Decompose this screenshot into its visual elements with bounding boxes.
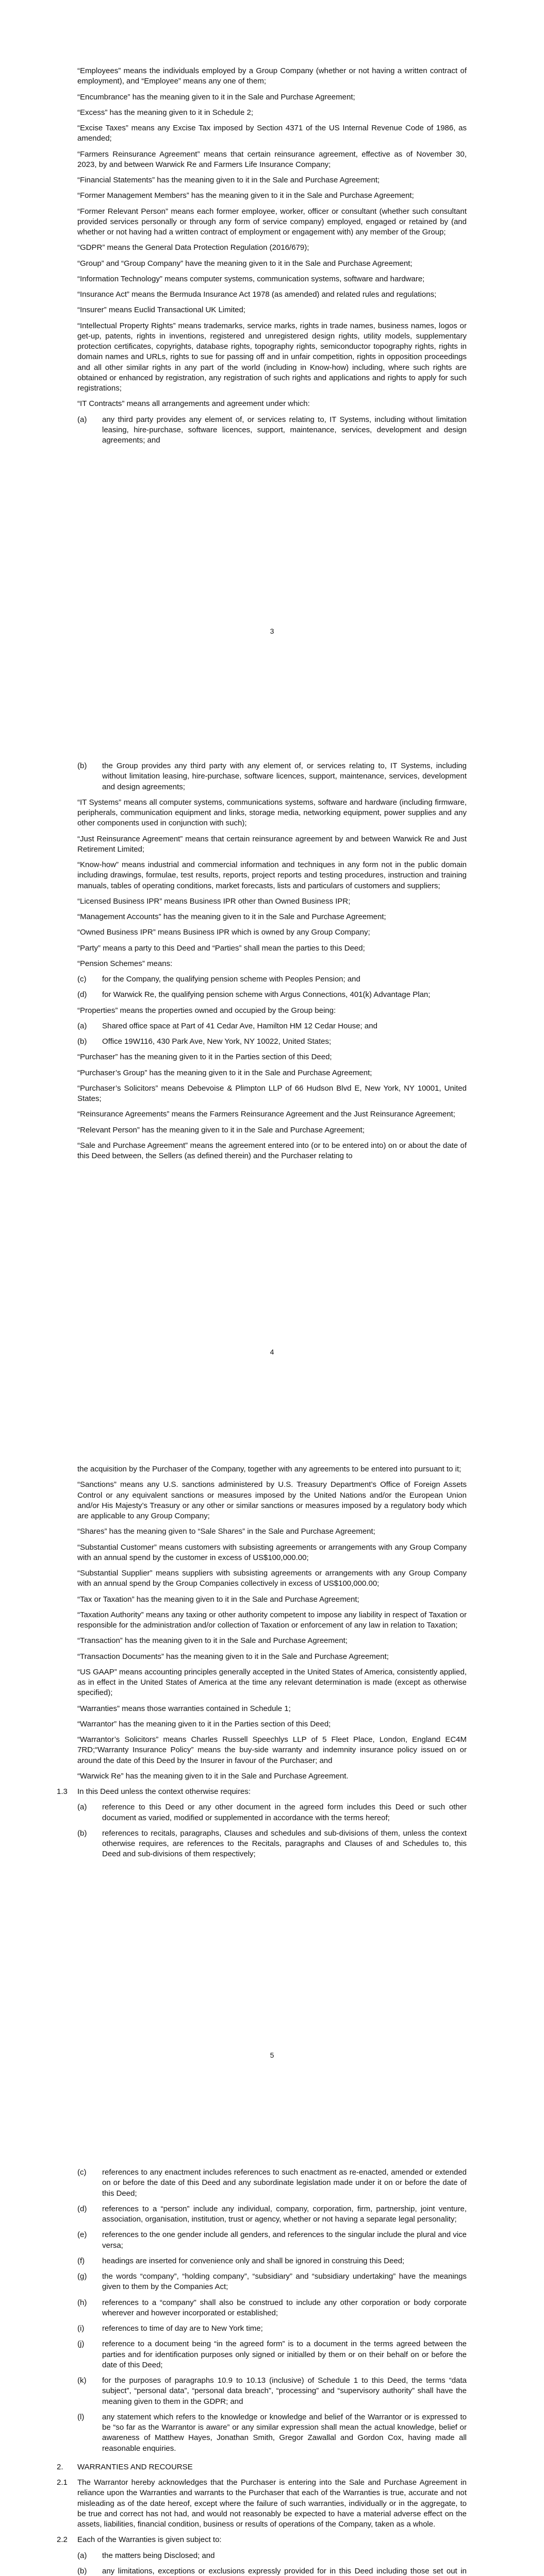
list-item-text: reference to a document being “in the agreed form” is to a document in the terms agreed between the parties and for identification purposes only signed or initialled by them or on their behalf on or before the date of this Deed; bbox=[102, 2340, 467, 2369]
section-title: WARRANTIES AND RECOURSE bbox=[77, 2462, 193, 2471]
list-item bbox=[77, 1021, 467, 1031]
list-item-text: any limitations, exceptions or exclusions expressly provided for in this Deed including those set out in bbox=[102, 2566, 467, 2575]
list-item-text: references to recitals, paragraphs, Clauses and schedules and sub-divisions of them, unless the context otherwise requires, are references to the Recitals, paragraphs and Clauses of and Schedules to, this Deed and sub-divisions of them respectively; bbox=[102, 1828, 467, 1859]
definition-properties: “Properties” means the properties owned and occupied by the Group being: bbox=[77, 1006, 336, 1015]
definition-former-relevant-person: “Former Relevant Person” means each former employee, worker, officer or consultant (whether such consultant provided services personally or through any form of service company) employed, engaged or retained by (and whether or not having had a written contract of employment or engagement with) any member of the Group; bbox=[77, 207, 467, 236]
list-item-text: for Warwick Re, the qualifying pension scheme with Argus Connections, 401(k) Advantage Plan; bbox=[102, 990, 431, 999]
definition-it-contracts: “IT Contracts” means all arrangements and agreement under which: bbox=[77, 399, 310, 409]
list-item bbox=[77, 2204, 467, 2225]
definition-farmers-reinsurance: “Farmers Reinsurance Agreement” means that certain reinsurance agreement, effective as of November 30, 2023, by and between Warwick Re and Farmers Life Insurance Company; bbox=[77, 149, 467, 169]
definition-continuation: the acquisition by the Purchaser of the Company, together with any agreements to be entered into pursuant to it; bbox=[77, 1465, 461, 1473]
definition-encumbrance: “Encumbrance” has the meaning given to it in the Sale and Purchase Agreement; bbox=[77, 92, 355, 101]
list-item bbox=[77, 761, 467, 792]
document-page-3 bbox=[0, 0, 544, 703]
page-number: 5 bbox=[270, 2051, 274, 2060]
definition-warwick-re: “Warwick Re” has the meaning given to it in the Sale and Purchase Agreement. bbox=[77, 1771, 349, 1781]
list-item-label: (b) bbox=[77, 2566, 87, 2575]
definition-substantial-supplier: “Substantial Supplier” means suppliers with subsisting agreements or arrangements with any Group Company with an annual spend by the Group Companies collectively in excess of US$100,000.00; bbox=[77, 1569, 467, 1588]
list-item-label: (b) bbox=[77, 1828, 87, 1838]
list-item-label: (a) bbox=[77, 2551, 87, 2560]
definition-shares: “Shares” has the meaning given to “Sale Shares” in the Sale and Purchase Agreement; bbox=[77, 1527, 375, 1536]
definition-group: “Group” and “Group Company” have the meaning given to it in the Sale and Purchase Agreement; bbox=[77, 259, 413, 268]
definition-excess: “Excess” has the meaning given to it in Schedule 2; bbox=[77, 108, 254, 117]
list-item bbox=[77, 2298, 467, 2319]
clause-2-1 bbox=[57, 2478, 467, 2530]
definition-purchasers-solicitors: “Purchaser’s Solicitors” means Debevoise & Plimpton LLP of 66 Hudson Blvd E, New York, NY 10001, United States; bbox=[77, 1083, 467, 1103]
list-item-text: headings are inserted for convenience only and shall be ignored in construing this Deed; bbox=[102, 2256, 405, 2265]
list-item-label: (g) bbox=[77, 2272, 87, 2281]
list-item-text: reference to this Deed or any other document in the agreed form includes this Deed or such other document as varied, modified or supplemented in accordance with the terms hereof; bbox=[102, 1803, 467, 1822]
list-item-label: (c) bbox=[77, 975, 87, 984]
list-item-label: (b) bbox=[77, 761, 87, 770]
section-heading-warranties bbox=[57, 2462, 467, 2472]
list-item bbox=[77, 2376, 467, 2407]
definition-management-accounts: “Management Accounts” has the meaning given to it in the Sale and Purchase Agreement; bbox=[77, 912, 386, 921]
clause-text: Each of the Warranties is given subject to: bbox=[77, 2535, 222, 2545]
definition-us-gaap: “US GAAP” means accounting principles generally accepted in the United States of America, consistently applied, as in effect in the United States of America at the time any relevant determination is made (except as otherwise specified); bbox=[77, 1667, 467, 1698]
definition-substantial-customer: “Substantial Customer” means customers with subsisting agreements or arrangements with any Group Company with an annual spend by the customer in excess of US$100,000.00; bbox=[77, 1543, 467, 1562]
definition-former-management: “Former Management Members” has the meaning given to it in the Sale and Purchase Agreement; bbox=[77, 191, 414, 200]
definition-information-technology: “Information Technology” means computer systems, communication systems, software and hardware; bbox=[77, 274, 425, 283]
definition-gdpr: “GDPR” means the General Data Protection Regulation (2016/679); bbox=[77, 243, 309, 252]
list-item bbox=[77, 2339, 467, 2370]
definition-warranties: “Warranties” means those warranties contained in Schedule 1; bbox=[77, 1704, 291, 1713]
list-item bbox=[77, 2256, 467, 2266]
definition-financial-statements: “Financial Statements” has the meaning given to it in the Sale and Purchase Agreement; bbox=[77, 176, 380, 184]
page-number: 4 bbox=[270, 1348, 274, 1357]
definition-ip-rights: “Intellectual Property Rights” means trademarks, service marks, rights in trade names, business names, logos or get-up, patents, rights in inventions, registered and unregistered design rights, utility models, supplementary protection certificates, copyrights, database rights, topography rights, semiconductor topography rights, rights in domain names and URLs, rights to sue for passing off and in unfair competition, rights in opposition proceedings and all other similar rights in any part of the world (including in Know-how) including, where such rights are obtained or enhanced by registration, any registration of such rights and applications and rights to apply for such registrations; bbox=[77, 321, 467, 393]
list-item bbox=[77, 2230, 467, 2251]
page-number: 3 bbox=[270, 627, 274, 636]
list-item bbox=[77, 1802, 467, 1823]
list-item-label: (d) bbox=[77, 2204, 87, 2213]
section-number: 2. bbox=[57, 2462, 63, 2471]
definition-party: “Party” means a party to this Deed and “Parties” shall mean the parties to this Deed; bbox=[77, 943, 365, 953]
definition-taxation-authority: “Taxation Authority” means any taxing or other authority competent to impose any liability in respect of Taxation or responsible for the administration and/or collection of Taxation or enforcement of any law in relation to Taxation; bbox=[77, 1610, 467, 1630]
list-item-text: references to a “person” include any individual, company, corporation, firm, partnership, joint venture, association, organisation, institution, trust or agency, whether or not having a separate legal personality; bbox=[102, 2204, 467, 2224]
clause-number: 2.1 bbox=[57, 2478, 68, 2487]
definition-transaction: “Transaction” has the meaning given to it in the Sale and Purchase Agreement; bbox=[77, 1636, 348, 1646]
list-item-label: (h) bbox=[77, 2298, 87, 2307]
list-item-label: (a) bbox=[77, 415, 87, 424]
list-item bbox=[77, 2551, 467, 2561]
definition-transaction-documents: “Transaction Documents” has the meaning given to it in the Sale and Purchase Agreement; bbox=[77, 1652, 389, 1661]
list-item bbox=[77, 415, 467, 446]
list-item-text: for the purposes of paragraphs 10.9 to 10.13 (inclusive) of Schedule 1 to this Deed, the terms “data subject”, “personal data”, “personal data breach”, “processing” and “supervisory authority” shall have the meaning given to them in the GDPR; and bbox=[102, 2376, 467, 2406]
list-item-text: for the Company, the qualifying pension scheme with Peoples Pension; and bbox=[102, 975, 360, 984]
list-item-label: (b) bbox=[77, 1037, 87, 1046]
definition-just-reinsurance: “Just Reinsurance Agreement” means that certain reinsurance agreement by and between Warwick Re and Just Retirement Limited; bbox=[77, 834, 467, 854]
definition-employees: “Employees” means the individuals employed by a Group Company (whether or not having a written contract of employment), and “Employee” means any one of them; bbox=[77, 66, 467, 86]
list-item bbox=[77, 2167, 467, 2199]
definition-insurer: “Insurer” means Euclid Transactional UK Limited; bbox=[77, 306, 245, 315]
list-item-text: references to the one gender include all genders, and references to the singular include the plural and vice versa; bbox=[102, 2230, 467, 2250]
list-item-label: (a) bbox=[77, 1021, 87, 1030]
list-item-text: references to time of day are to New York time; bbox=[102, 2324, 263, 2333]
list-item-label: (i) bbox=[77, 2324, 85, 2333]
definition-sale-purchase-agreement: “Sale and Purchase Agreement” means the agreement entered into (or to be entered into) on or about the date of this Deed between, the Sellers (as defined therein) and the Purchaser relating to bbox=[77, 1141, 467, 1160]
definition-purchaser: “Purchaser” has the meaning given to it in the Parties section of this Deed; bbox=[77, 1053, 332, 1062]
list-item-text: any statement which refers to the knowledge or knowledge and belief of the Warrantor or is expressed to be “so far as the Warrantor is aware” or any similar expression shall mean the actual knowledge, belief or awareness of Matthew Hayes, Jonathan Smith, Gregor Zawallal and Gordon Cox, having made all reasonable enquiries. bbox=[102, 2412, 467, 2453]
list-item bbox=[77, 2272, 467, 2293]
definition-excise-taxes: “Excise Taxes” means any Excise Tax imposed by Section 4371 of the US Internal Revenue Code of 1986, as amended; bbox=[77, 124, 467, 143]
clause-2-2 bbox=[57, 2535, 467, 2545]
list-item-label: (j) bbox=[77, 2340, 85, 2349]
clause-number: 1.3 bbox=[57, 1787, 68, 1796]
definition-licensed-business-ipr: “Licensed Business IPR” means Business IPR other than Owned Business IPR; bbox=[77, 896, 351, 906]
document-page-6 bbox=[0, 2110, 544, 2576]
list-item-text: Office 19W116, 430 Park Ave, New York, NY 10022, United States; bbox=[102, 1037, 332, 1046]
clause-text: In this Deed unless the context otherwise requires: bbox=[77, 1787, 251, 1796]
definition-insurance-act: “Insurance Act” means the Bermuda Insurance Act 1978 (as amended) and related rules and regulations; bbox=[77, 290, 437, 299]
clause-text: The Warrantor hereby acknowledges that the Purchaser is entering into the Sale and Purchase Agreement in reliance upon the Warranties and warrants to the Purchaser that each of the Warranties is true, accurate and not misleading as of the date hereof, except where the failure of such warranties, individually or in the aggregate, to be true and correct has not had, and would not reasonably be expected to have a material adverse effect on the assets, liabilities, financial condition, business or results of operations of the Company, taken as a whole. bbox=[77, 2478, 467, 2529]
list-item bbox=[77, 2566, 467, 2576]
document-page-4 bbox=[0, 703, 544, 1406]
definition-relevant-person: “Relevant Person” has the meaning given to it in the Sale and Purchase Agreement; bbox=[77, 1125, 365, 1134]
list-item-label: (k) bbox=[77, 2376, 87, 2385]
definition-owned-business-ipr: “Owned Business IPR” means Business IPR which is owned by any Group Company; bbox=[77, 928, 370, 937]
clause-1-3 bbox=[57, 1787, 467, 1797]
definition-purchasers-group: “Purchaser’s Group” has the meaning given to it in the Sale and Purchase Agreement; bbox=[77, 1068, 372, 1077]
list-item bbox=[77, 990, 467, 1000]
definition-tax: “Tax or Taxation” has the meaning given to it in the Sale and Purchase Agreement; bbox=[77, 1595, 359, 1604]
list-item-label: (e) bbox=[77, 2230, 87, 2240]
clause-number: 2.2 bbox=[57, 2535, 68, 2545]
list-item bbox=[77, 1037, 467, 1047]
list-item-text: Shared office space at Part of 41 Cedar Ave, Hamilton HM 12 Cedar House; and bbox=[102, 1021, 377, 1030]
list-item-text: any third party provides any element of, or services relating to, IT Systems, including without limitation leasing, hire-purchase, software licences, support, maintenance, services, development and design agreements; and bbox=[102, 415, 467, 445]
list-item-label: (f) bbox=[77, 2256, 85, 2265]
list-item-text: the Group provides any third party with any element of, or services relating to, IT Systems, including without limitation leasing, hire-purchase, software licences, support, maintenance, services, development and design agreements; bbox=[102, 761, 467, 791]
list-item-text: references to a “company” shall also be construed to include any other corporation or body corporate wherever and however incorporated or established; bbox=[102, 2298, 467, 2317]
list-item-label: (a) bbox=[77, 1803, 87, 1812]
definition-reinsurance-agreements: “Reinsurance Agreements” means the Farmers Reinsurance Agreement and the Just Reinsurance Agreement; bbox=[77, 1110, 455, 1119]
list-item bbox=[77, 974, 467, 985]
document-page-5 bbox=[0, 1406, 544, 2110]
list-item bbox=[77, 2324, 467, 2334]
definition-sanctions: “Sanctions” means any U.S. sanctions administered by U.S. Treasury Department’s Office of Foreign Assets Control or any equivalent sanctions or measures imposed by the United Nations and/or the European Union and/or His Majesty’s Treasury or any other or similar sanctions or measures imposed by a regulatory body which are applicable to any Group Company; bbox=[77, 1480, 467, 1520]
list-item bbox=[77, 1828, 467, 1860]
list-item bbox=[77, 2412, 467, 2454]
definition-pension-schemes: “Pension Schemes” means: bbox=[77, 959, 173, 968]
list-item-text: references to any enactment includes references to such enactment as re-enacted, amended or extended on or before the date of this Deed and any subordinate legislation made under it on or before the date of this Deed; bbox=[102, 2168, 467, 2198]
list-item-text: the matters being Disclosed; and bbox=[102, 2551, 215, 2560]
list-item-text: the words “company”, “holding company”, “subsidiary” and “subsidiary undertaking” have the meanings given to them by the Companies Act; bbox=[102, 2272, 467, 2292]
definition-it-systems: “IT Systems” means all computer systems, communications systems, software and hardware (including firmware, peripherals, communication equipment and links, storage media, networking equipment, power supplies and any other components used in conjunction with such); bbox=[77, 798, 467, 828]
definition-know-how: “Know-how” means industrial and commercial information and techniques in any form not in the public domain including drawings, formulae, test results, reports, project reports and testing procedures, instruction and training manuals, tables of operating conditions, market forecasts, lists and particulars of customers and suppliers; bbox=[77, 860, 467, 890]
list-item-label: (l) bbox=[77, 2412, 85, 2421]
list-item-label: (c) bbox=[77, 2168, 87, 2177]
definition-warrantor: “Warrantor” has the meaning given to it in the Parties section of this Deed; bbox=[77, 1719, 331, 1728]
definition-warrantors-solicitors: “Warrantor’s Solicitors” means Charles Russell Speechlys LLP of 5 Fleet Place, London, England EC4M 7RD;“Warranty Insurance Policy” means the buy-side warranty and indemnity insurance policy issued on or around the date of this Deed by the Insurer in favour of the Purchaser; and bbox=[77, 1735, 467, 1765]
list-item-label: (d) bbox=[77, 990, 87, 999]
